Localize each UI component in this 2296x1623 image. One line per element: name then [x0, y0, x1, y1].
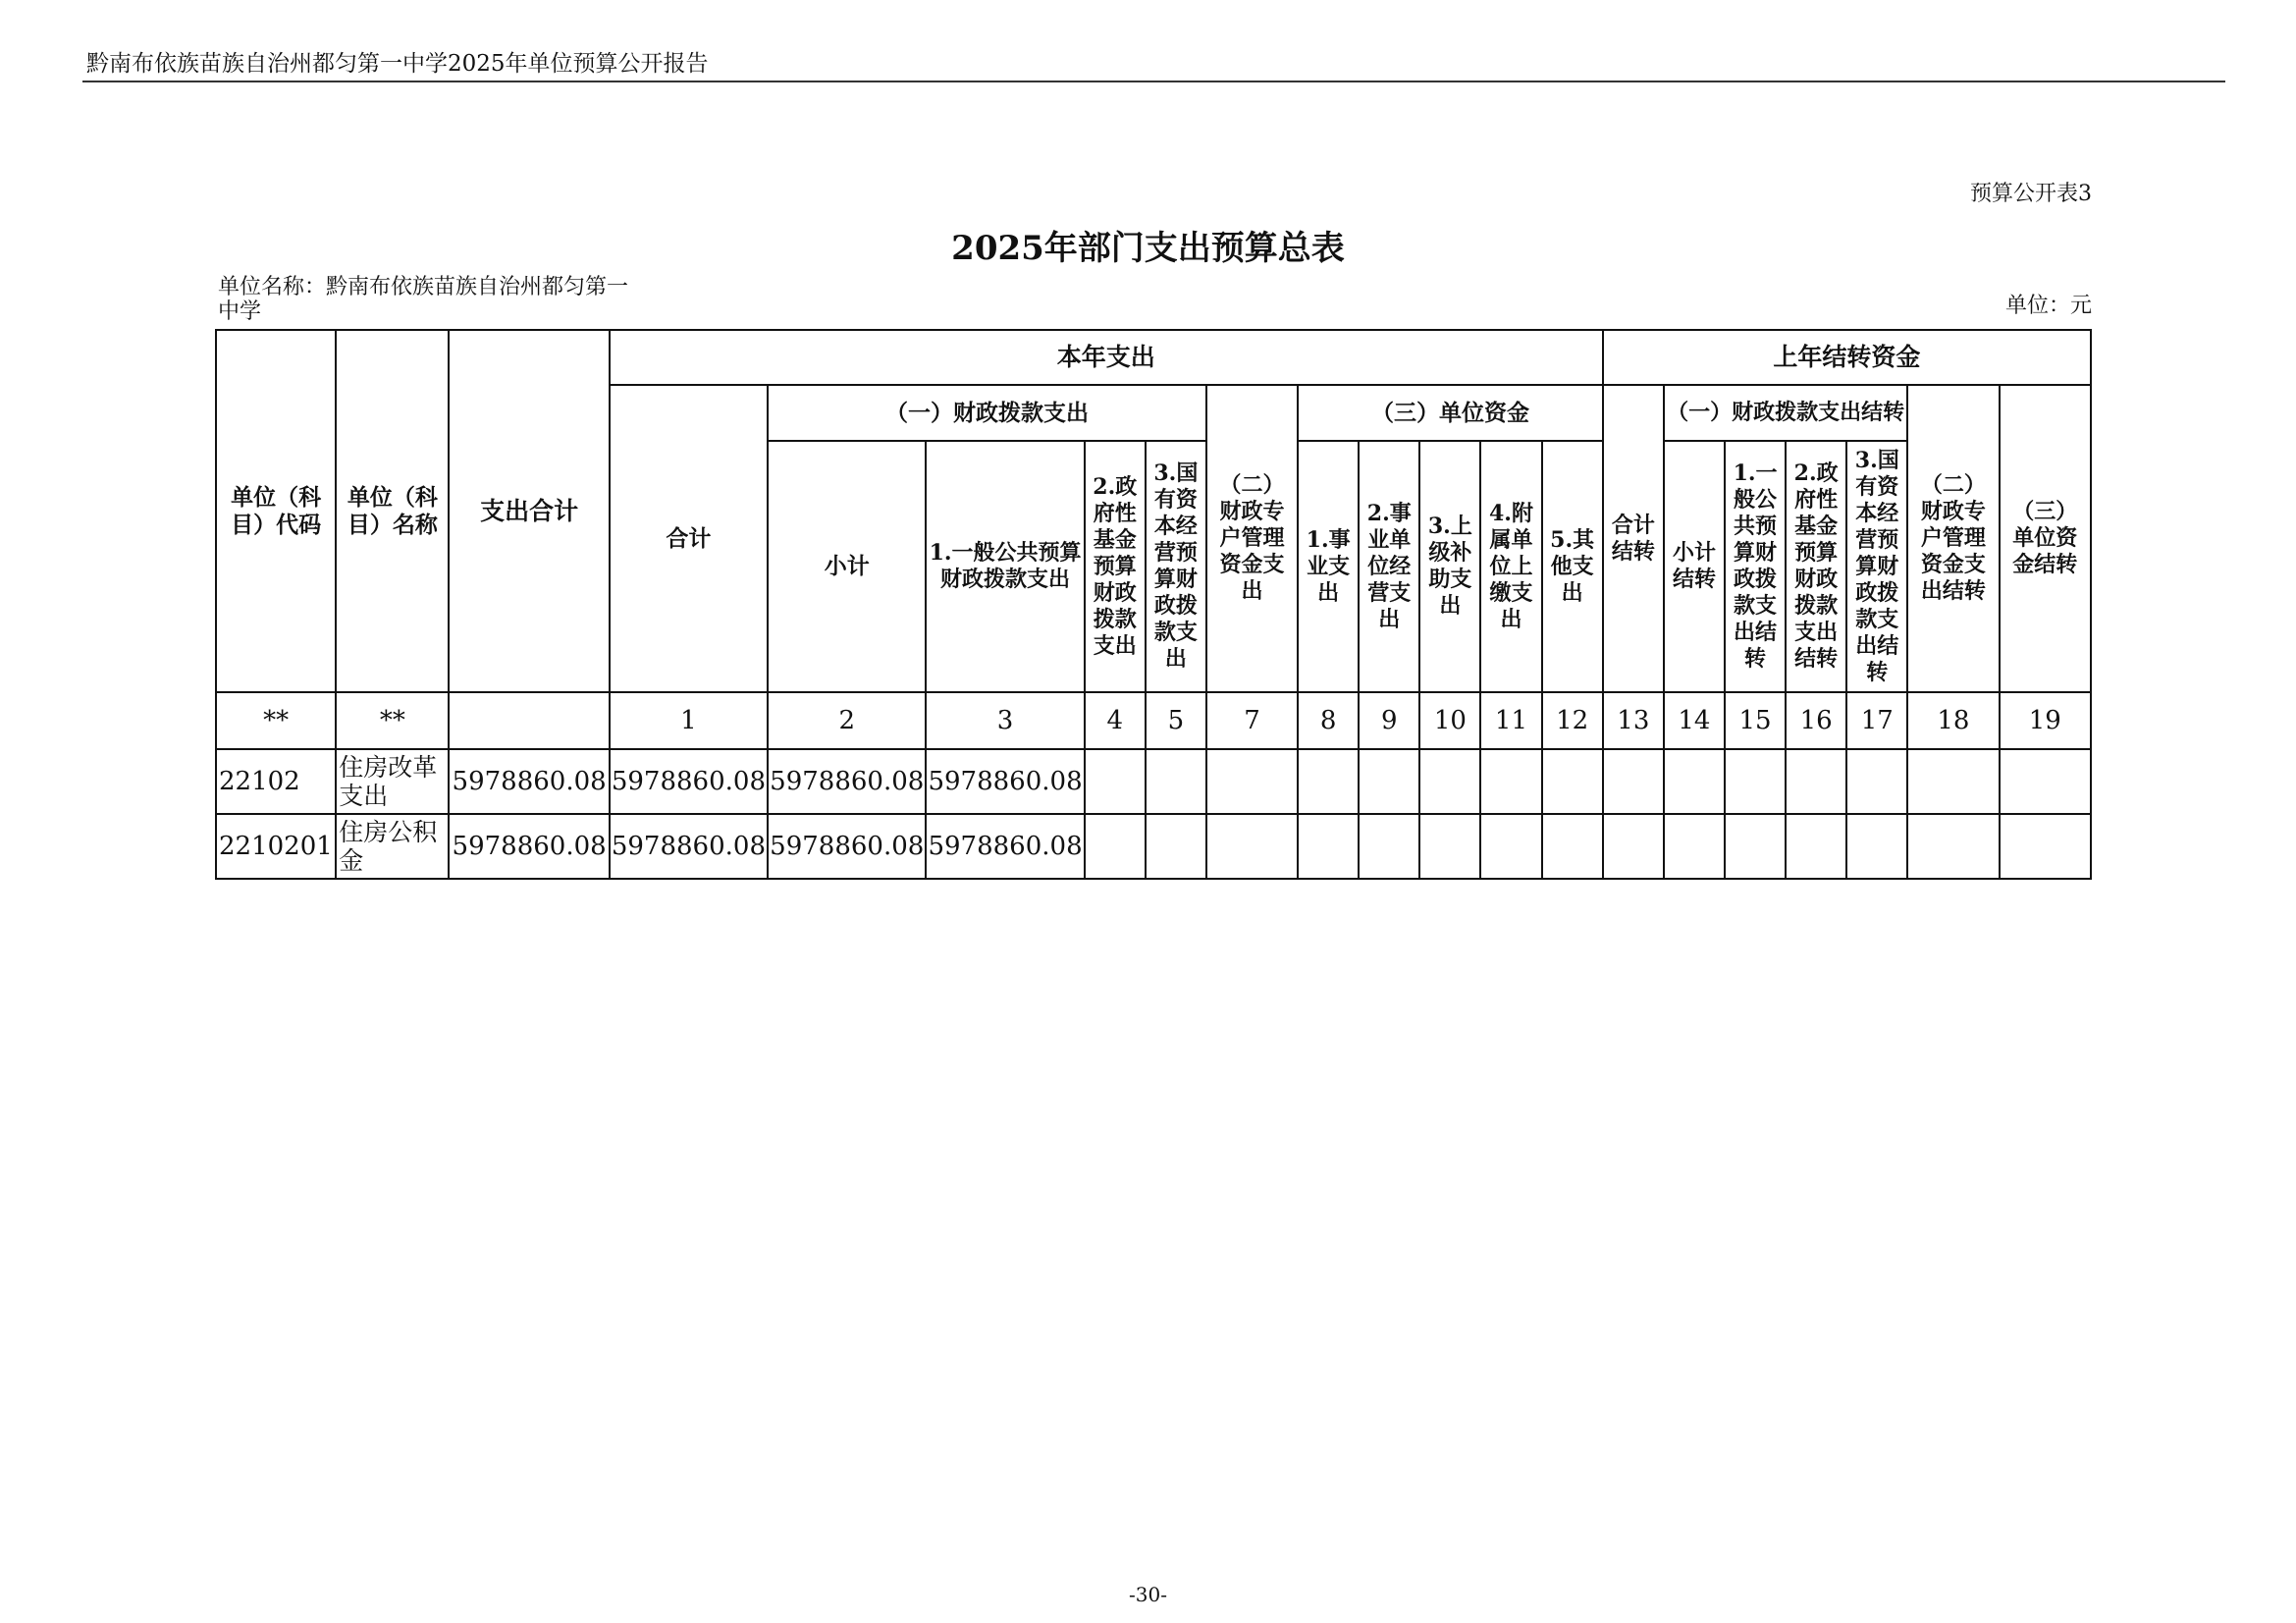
- header-carry-fiscal-general: 1.一般公共预算财政拨款支出结转: [1725, 441, 1786, 692]
- row-value: 5978860.08: [449, 814, 609, 879]
- header-total-expenditure: 支出合计: [449, 330, 609, 692]
- row-value: [1419, 814, 1480, 879]
- table-row: [216, 749, 2091, 814]
- row-value: [1146, 814, 1206, 879]
- row-value: [1206, 749, 1298, 814]
- page-number: -30-: [1129, 1583, 1167, 1606]
- index-cell: 17: [1846, 692, 1907, 749]
- header-carry-fiscal: （一）财政拨款支出结转: [1664, 385, 1907, 441]
- header-current-fiscal-fund: 2.政府性基金预算财政拨款支出: [1085, 441, 1146, 692]
- row-value: [2000, 749, 2092, 814]
- row-value: [1786, 749, 1846, 814]
- report-header: 黔南布依族苗族自治州都匀第一中学2025年单位预算公开报告: [86, 51, 709, 77]
- row-value: [1480, 814, 1541, 879]
- header-current-unit-funds: （三）单位资金: [1298, 385, 1603, 441]
- header-current-fiscal-subtotal: 小计: [768, 441, 926, 692]
- row-value: [1359, 814, 1419, 879]
- column-index-row: [216, 692, 2091, 749]
- header-current-sum: 合计: [610, 385, 768, 692]
- row-value: 5978860.08: [610, 749, 768, 814]
- header-divider: [82, 81, 2225, 82]
- unit-name-label: 单位名称：黔南布依族苗族自治州都匀第一中学: [218, 275, 629, 324]
- index-cell: 7: [1206, 692, 1298, 749]
- row-value: [1480, 749, 1541, 814]
- index-cell: 3: [926, 692, 1084, 749]
- row-value: [1664, 749, 1725, 814]
- header-current-unit-affiliated: 4.附属单位上缴支出: [1480, 441, 1541, 692]
- row-value: [1146, 749, 1206, 814]
- index-cell: 19: [2000, 692, 2092, 749]
- row-value: [1846, 814, 1907, 879]
- header-carry-special-account: （二）财政专户管理资金支出结转: [1907, 385, 1999, 692]
- row-code: 2210201: [216, 814, 336, 879]
- expenditure-budget-table: [215, 329, 2092, 880]
- header-current-special-account: （二）财政专户管理资金支出: [1206, 385, 1298, 692]
- index-cell: 11: [1480, 692, 1541, 749]
- row-value: 5978860.08: [926, 814, 1084, 879]
- header-carry-fiscal-subtotal: 小计结转: [1664, 441, 1725, 692]
- index-cell: 8: [1298, 692, 1359, 749]
- currency-unit-label: 单位：元: [2004, 294, 2092, 318]
- header-current-fiscal-state-capital: 3.国有资本经营预算财政拨款支出: [1146, 441, 1206, 692]
- index-cell: 9: [1359, 692, 1419, 749]
- row-value: [1542, 749, 1603, 814]
- index-cell: 16: [1786, 692, 1846, 749]
- header-unit-code: 单位（科目）代码: [216, 330, 336, 692]
- row-value: [1603, 814, 1664, 879]
- header-carry-fiscal-fund: 2.政府性基金预算财政拨款支出结转: [1786, 441, 1846, 692]
- row-value: [1907, 749, 1999, 814]
- row-value: [1786, 814, 1846, 879]
- header-carry-fiscal-state-capital: 3.国有资本经营预算财政拨款支出结转: [1846, 441, 1907, 692]
- index-cell: 14: [1664, 692, 1725, 749]
- row-value: [1419, 749, 1480, 814]
- row-value: [1298, 749, 1359, 814]
- row-value: [1085, 749, 1146, 814]
- index-cell: 4: [1085, 692, 1146, 749]
- index-cell: 18: [1907, 692, 1999, 749]
- table-row: [216, 814, 2091, 879]
- index-cell: 1: [610, 692, 768, 749]
- index-cell: [449, 692, 609, 749]
- header-carry-sum: 合计结转: [1603, 385, 1664, 692]
- header-carry-unit-funds: （三）单位资金结转: [2000, 385, 2092, 692]
- index-cell: **: [216, 692, 336, 749]
- row-value: [1725, 749, 1786, 814]
- row-value: [1603, 749, 1664, 814]
- row-value: 5978860.08: [768, 814, 926, 879]
- row-value: [1206, 814, 1298, 879]
- row-value: 5978860.08: [926, 749, 1084, 814]
- row-value: 5978860.08: [610, 814, 768, 879]
- row-value: [1664, 814, 1725, 879]
- row-value: 5978860.08: [768, 749, 926, 814]
- header-row-1: [216, 330, 2091, 385]
- row-value: [1542, 814, 1603, 879]
- header-current-unit-subsidy: 3.上级补助支出: [1419, 441, 1480, 692]
- row-value: 5978860.08: [449, 749, 609, 814]
- index-cell: **: [336, 692, 449, 749]
- index-cell: 5: [1146, 692, 1206, 749]
- form-number: 预算公开表3: [1970, 182, 2092, 206]
- index-cell: 10: [1419, 692, 1480, 749]
- header-current-unit-other: 5.其他支出: [1542, 441, 1603, 692]
- header-current-unit-operating: 2.事业单位经营支出: [1359, 441, 1419, 692]
- row-code: 22102: [216, 749, 336, 814]
- header-current-fiscal-general: 1.一般公共预算财政拨款支出: [926, 441, 1084, 692]
- header-current-fiscal: （一）财政拨款支出: [768, 385, 1206, 441]
- index-cell: 12: [1542, 692, 1603, 749]
- header-prior-year-carryover: 上年结转资金: [1603, 330, 2091, 385]
- row-value: [1085, 814, 1146, 879]
- row-value: [1907, 814, 1999, 879]
- row-value: [2000, 814, 2092, 879]
- index-cell: 2: [768, 692, 926, 749]
- row-value: [1725, 814, 1786, 879]
- index-cell: 13: [1603, 692, 1664, 749]
- row-value: [1359, 749, 1419, 814]
- row-name: 住房公积金: [336, 814, 449, 879]
- index-cell: 15: [1725, 692, 1786, 749]
- header-unit-name: 单位（科目）名称: [336, 330, 449, 692]
- page-title: 2025年部门支出预算总表: [951, 229, 1345, 268]
- header-current-year-expenditure: 本年支出: [610, 330, 1603, 385]
- row-name: 住房改革支出: [336, 749, 449, 814]
- row-value: [1846, 749, 1907, 814]
- row-value: [1298, 814, 1359, 879]
- header-current-unit-business: 1.事业支出: [1298, 441, 1359, 692]
